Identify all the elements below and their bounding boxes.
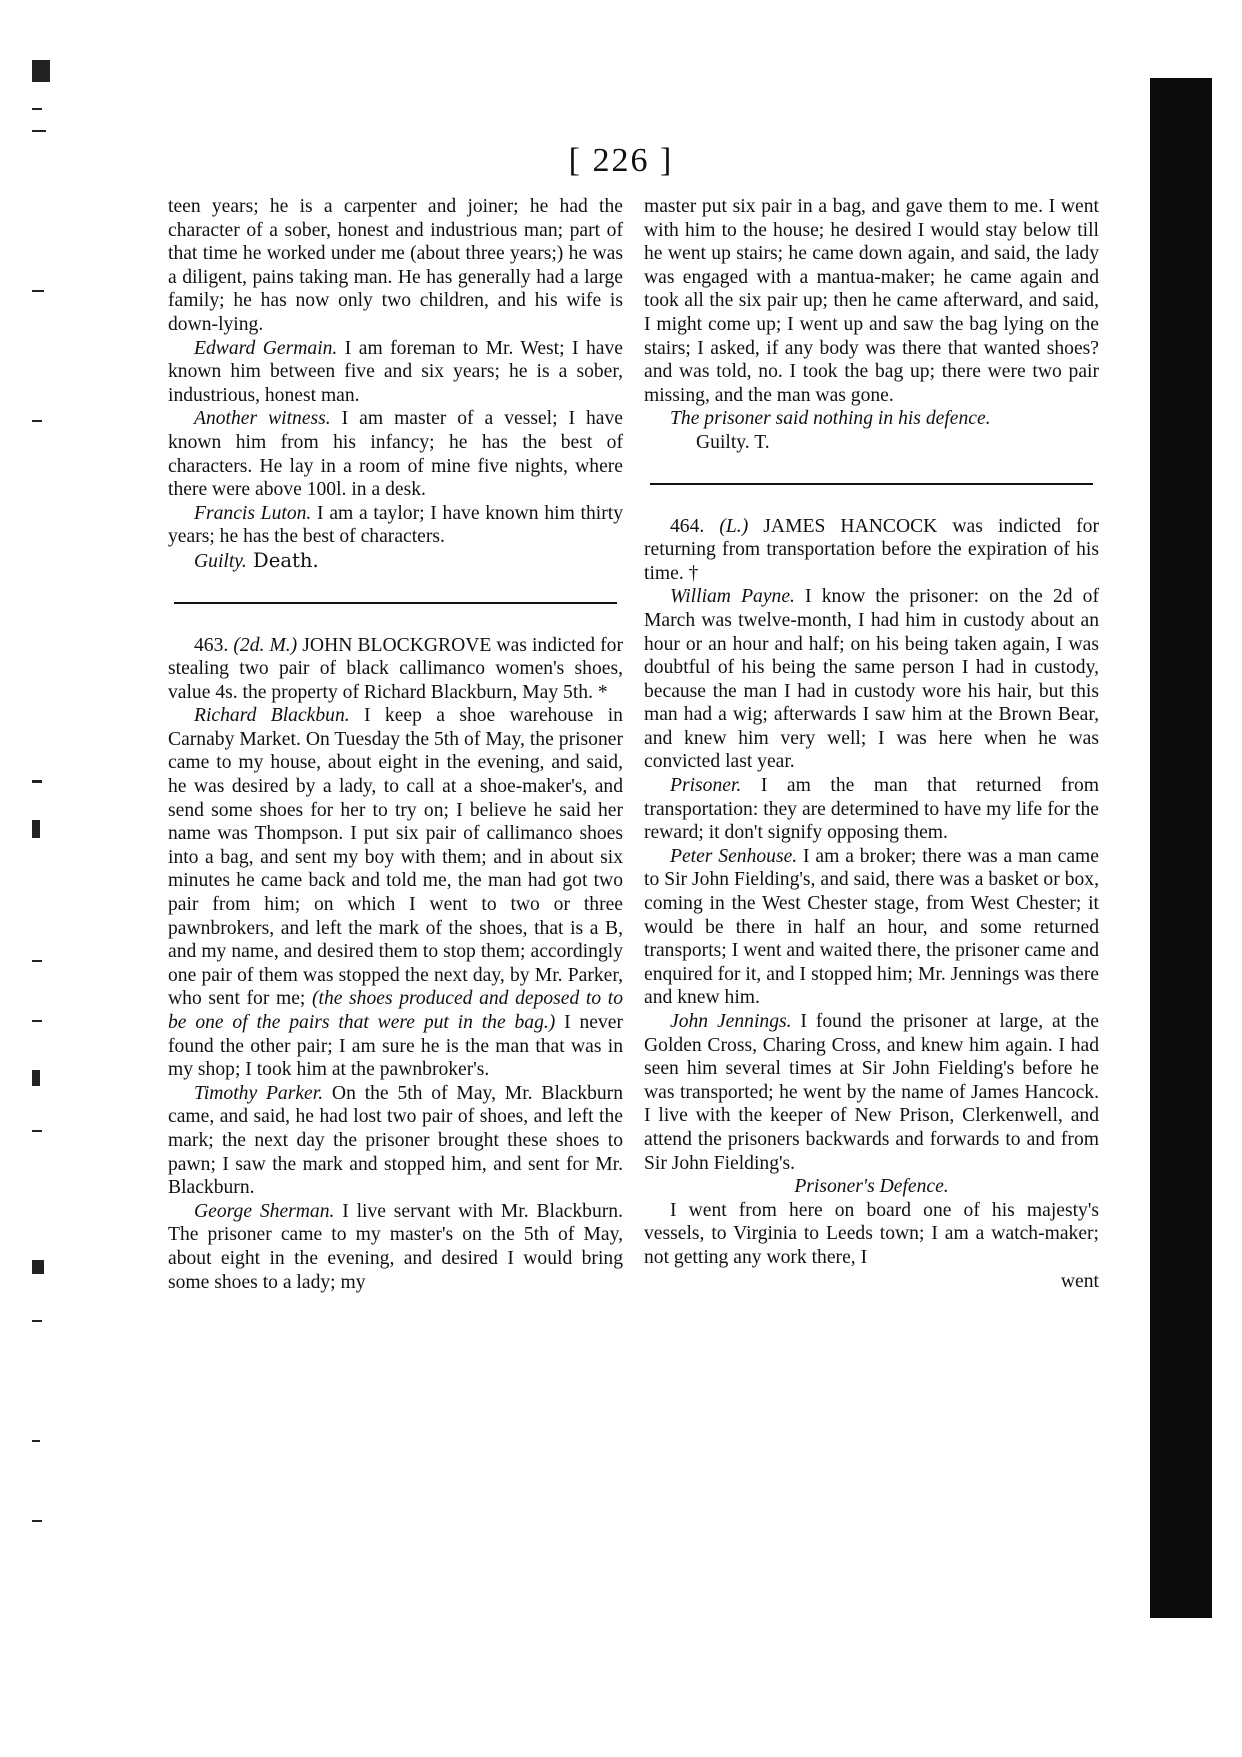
testimony-george-sherman [168, 1200, 623, 1294]
testimony-text: I know the prisoner: on the 2d of March was twelve-month, I had him in custody about an hour or an hour and half; on his being taken again, I was doubtful of his being the same person I had in custody, because the man I had in custody wore his hair, but this man had a wig; afterwards I saw him at the Brown Bear, and knew him very well; I was here when he was convicted last year. [644, 586, 1099, 773]
page-edge-shadow [1150, 78, 1212, 1618]
speaker-name: Richard Blackbun. [194, 705, 350, 727]
speaker-name: Another witness. [194, 408, 331, 430]
testimony-text: I found the prisoner at large, at the Golden Cross, Charing Cross, and knew him again. I had seen him several times at Sir John Fielding's before he was transported; he went by the name of James Hancock. I live with the keeper of New Prison, Clerkenwell, and attend the prisoners backwards and forwards to and from Sir John Fielding's. [644, 1011, 1099, 1174]
speaker-name: Peter Senhouse. [670, 845, 798, 867]
testimony-william-payne [644, 585, 1099, 774]
testimony-text: I am a taylor; I have known him thirty years; he has the best of characters. [168, 502, 623, 548]
testimony-text: I am master of a vessel; I have known him from his infancy; he has the best of characters. He lay in a room of mine five nights, where there were above 100l. in a desk. [168, 408, 623, 501]
case-number: 464. [670, 515, 705, 537]
testimony-another-witness [168, 407, 623, 501]
section-divider [174, 602, 617, 604]
paragraph-continued: master put six pair in a bag, and gave them to me. I went with him to the house; he desired I would stay below till he went up stairs; he came down again, and said, the lady was engaged with a mantua-maker; he came again and took all the six pair up; then he came afterward, and said, I might come up; I went up and saw the bag lying on the stairs; I asked, if any body was there that wanted shoes? and was told, no. I took the bag up; there were two pair missing, and the man was gone. [644, 196, 1099, 406]
testimony-edward-germain [168, 337, 623, 408]
testimony-john-jennings [644, 1010, 1099, 1175]
testimony-peter-senhouse [644, 845, 1099, 1010]
section-divider [650, 483, 1093, 485]
testimony-text: I am foreman to Mr. West; I have known him between five and six years; he is a sober, industrious, honest man. [168, 337, 623, 406]
verdict-sentence: Death. [246, 548, 319, 572]
case-mark: (2d. M.) [228, 634, 303, 656]
verdict [168, 549, 623, 574]
page-number: [ 226 ] [568, 142, 674, 179]
speaker-name: Timothy Parker. [194, 1082, 324, 1104]
speaker-name: William Payne. [670, 586, 795, 608]
speaker-name: Edward Germain. [194, 337, 338, 359]
speaker-name: Francis Luton. [194, 502, 312, 524]
case-mark: (L.) [704, 515, 764, 537]
testimony-text: I am the man that returned from transportation: they are determined to have my life for the reward; it don't signify opposing them. [644, 775, 1099, 844]
testimony-text: I live servant with Mr. Blackburn. The prisoner came to my master's on the 5th of May, about eight in the evening, and desired I would bring some shoes to a lady; my [168, 1200, 623, 1293]
verdict-guilty: Guilty. [194, 550, 247, 572]
right-column [644, 195, 1099, 1293]
speaker-name: George Sherman. [194, 1200, 335, 1222]
paragraph-continued: teen years; he is a carpenter and joiner; he had the character of a sober, honest and industrious man; part of that time he worked under me (about three years;) he was a diligent, pains taking man. He has generally had a large family; he has now only two children, and his wife is down-lying. [168, 196, 623, 335]
testimony-richard-blackburn [168, 704, 623, 1082]
prisoner-defence-text: I went from here on board one of his majesty's vessels, to Virginia to Leeds town; I am a watch-maker; not getting any work there, I [644, 1199, 1099, 1268]
speaker-name: John Jennings. [670, 1011, 792, 1032]
testimony-francis-luton [168, 502, 623, 549]
case-heading-464 [644, 515, 1099, 586]
left-column [168, 195, 623, 1294]
verdict: Guilty. T. [696, 431, 770, 453]
case-indictment: JOHN BLOCKGROVE was indicted for stealing two pair of black callimanco women's shoes, value 4s. the property of Richard Blackburn, May 5th. * [168, 634, 623, 703]
testimony-text: On the 5th of May, Mr. Blackburn came, and said, he had lost two pair of shoes, and left the mark; the next day the prisoner brought these shoes to pawn; I saw the mark and stopped him, and sent for Mr. Blackburn. [168, 1082, 623, 1199]
testimony-text: I keep a shoe warehouse in Carnaby Market. On Tuesday the 5th of May, the prisoner came to my house, about eight in the evening, and said, he was desired by a lady, to call at a shoe-maker's, and send some shoes for her to try on; I believe he said her name was Thompson. I put six pair of callimanco shoes into a bag, and sent my boy with them; and in about six minutes he came back and told me, the man had got two pair from him; on which I went to two or three pawnbrokers, and left the mark of the shoes, that is a B, and my name, and desired them to stop them; accordingly one pair of them was stopped the next day, by Mr. Parker, who sent for me; [168, 705, 623, 1010]
testimony-text: I am a broker; there was a man came to Sir John Fielding's, and said, there was a basket or box, coming in the West Chester stage, from West Chester; it would be there in half an hour, and some returned transports; I went and waited there, the prisoner came and enquired for it, and I stopped him; Mr. Jennings was there and knew him. [644, 845, 1099, 1009]
testimony-text: I never found the other pair; I am sure he is the man that was in my shop; I took him at the pawnbroker's. [168, 1012, 623, 1081]
case-indictment: JAMES HANCOCK was indicted for returning from transportation before the expiration of his time. † [644, 515, 1099, 584]
testimony-prisoner [644, 774, 1099, 845]
testimony-timothy-parker [168, 1082, 623, 1200]
speaker-name: Prisoner. [670, 775, 742, 797]
binding-edge-marks [32, 60, 72, 1620]
court-note: (the shoes produced and deposed to to be one of the pairs that were put in the bag.) [168, 988, 623, 1033]
catchword: went [1060, 1270, 1099, 1292]
case-heading-463 [168, 634, 623, 705]
section-subheading: Prisoner's Defence. [794, 1176, 949, 1198]
defence-note: The prisoner said nothing in his defence. [670, 408, 991, 430]
case-number: 463. [194, 634, 229, 656]
